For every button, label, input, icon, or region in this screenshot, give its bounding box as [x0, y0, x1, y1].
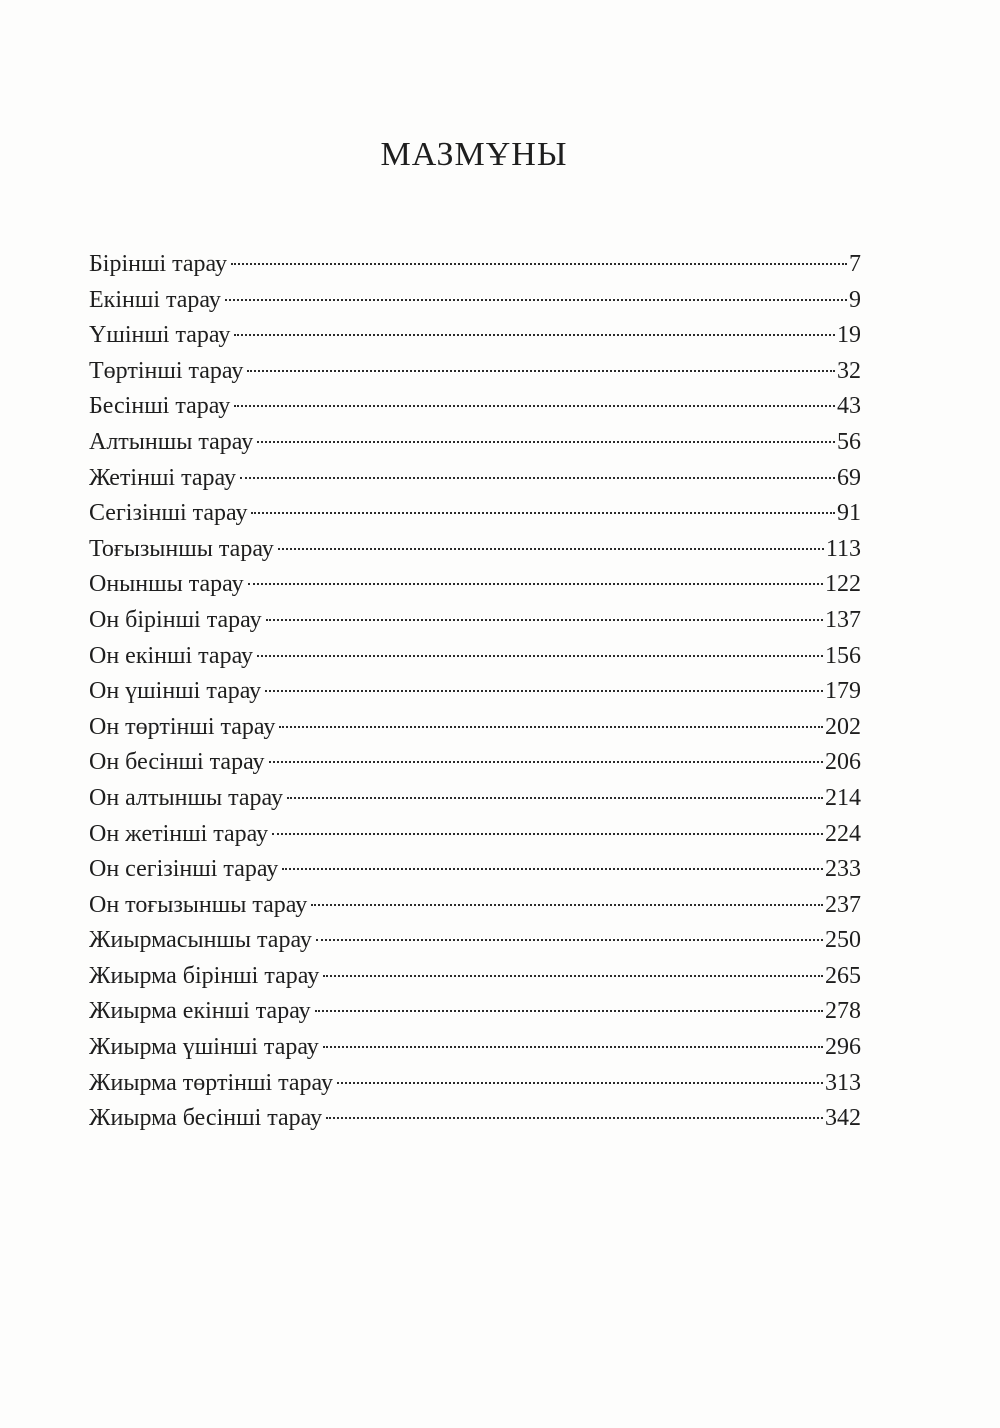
toc-entry-page-number: 32: [837, 357, 861, 384]
toc-entry: [89, 994, 861, 1030]
toc-entry-page-number: 250: [825, 927, 861, 954]
toc-entry-page-number: 214: [825, 784, 861, 811]
toc-entry: [89, 389, 861, 425]
dot-leader: [266, 619, 823, 621]
dot-leader: [337, 1082, 823, 1084]
dot-leader: [234, 405, 835, 407]
toc-entry: [89, 959, 861, 995]
toc-entry-title: Үшінші тарау: [89, 322, 231, 349]
toc-entry-page-number: 19: [837, 322, 861, 349]
dot-leader: [257, 655, 823, 657]
toc-entry: [89, 354, 861, 390]
toc-entry-title: Төртінші тарау: [89, 357, 244, 384]
toc-entry-title: Жиырма төртінші тарау: [89, 1069, 333, 1096]
toc-entry-title: Он үшінші тарау: [89, 678, 262, 705]
toc-entry-page-number: 137: [825, 606, 861, 633]
toc-entry-title: Он сегізінші тарау: [89, 856, 279, 883]
toc-entry: [89, 283, 861, 319]
toc-entry-page-number: 224: [825, 820, 861, 847]
dot-leader: [287, 797, 823, 799]
toc-entry-title: Алтыншы тарау: [89, 428, 254, 455]
toc-entry: [89, 496, 861, 532]
toc-entry: [89, 745, 861, 781]
toc-entry-title: Жиырмасыншы тарау: [89, 927, 312, 954]
dot-leader: [248, 583, 823, 585]
dot-leader: [269, 761, 824, 763]
dot-leader: [278, 548, 824, 550]
toc-entry: [89, 781, 861, 817]
toc-entry-title: Бірінші тарау: [89, 251, 227, 277]
toc-entry-page-number: 278: [825, 998, 861, 1025]
toc-entry-page-number: 43: [837, 393, 861, 420]
toc-entry: [89, 425, 861, 461]
dot-leader: [225, 299, 847, 301]
toc-entry-title: Он алтыншы тарау: [89, 784, 283, 811]
toc-entry-page-number: 56: [837, 428, 861, 455]
toc-entry: [89, 674, 861, 710]
dot-leader: [279, 726, 823, 728]
toc-entry-title: Тоғызыншы тарау: [89, 535, 274, 562]
dot-leader: [247, 370, 835, 372]
dot-leader: [234, 334, 835, 336]
toc-entry-page-number: 91: [837, 500, 861, 527]
dot-leader: [251, 512, 835, 514]
dot-leader: [311, 904, 823, 906]
toc-entry-page-number: 206: [825, 749, 861, 776]
toc-entry: [89, 923, 861, 959]
toc-entry-title: Жиырма бесінші тарау: [89, 1105, 323, 1132]
toc-entry: [89, 639, 861, 675]
toc-entry: [89, 710, 861, 746]
toc-entry-page-number: 122: [825, 571, 861, 598]
toc-entry-page-number: 265: [825, 962, 861, 989]
dot-leader: [231, 263, 847, 265]
toc-entry-page-number: 7: [849, 251, 861, 277]
toc-entry-page-number: 113: [825, 535, 861, 562]
toc-entry-page-number: 9: [849, 286, 861, 313]
toc-entry-title: Жиырма екінші тарау: [89, 998, 311, 1025]
toc-entry-title: Он екінші тарау: [89, 642, 254, 669]
toc-entry-title: Оныншы тарау: [89, 571, 244, 598]
toc-entry-title: Жетінші тарау: [89, 464, 236, 491]
toc-entry-title: Он бесінші тарау: [89, 749, 265, 776]
toc-entry-title: Он жетінші тарау: [89, 820, 269, 847]
toc-entry: [89, 603, 861, 639]
toc-entry: [89, 1030, 861, 1066]
dot-leader: [265, 690, 823, 692]
toc-entry-page-number: 179: [825, 678, 861, 705]
toc-entry-page-number: 233: [825, 856, 861, 883]
toc-entry: [89, 888, 861, 924]
toc-entry: [89, 817, 861, 853]
dot-leader: [272, 833, 823, 835]
toc-entry: [89, 461, 861, 497]
toc-entry-title: Жиырма бірінші тарау: [89, 962, 320, 989]
page-title: МАЗМҰНЫ: [380, 136, 568, 173]
toc-entry: [89, 1066, 861, 1102]
dot-leader: [326, 1117, 823, 1119]
toc-entry-title: Он тоғызыншы тарау: [89, 891, 308, 918]
toc-entry: [89, 247, 861, 283]
dot-leader: [323, 975, 823, 977]
toc-entry: [89, 852, 861, 888]
toc-entry-title: Он бірінші тарау: [89, 606, 262, 633]
dot-leader: [323, 1046, 823, 1048]
toc-entry-page-number: 342: [825, 1105, 861, 1132]
toc-entry: [89, 567, 861, 603]
toc-entry-page-number: 202: [825, 713, 861, 740]
toc-entry-page-number: 69: [837, 464, 861, 491]
toc-entry-page-number: 296: [825, 1034, 861, 1061]
toc-entry-title: Бесінші тарау: [89, 393, 231, 420]
toc-entry: [89, 318, 861, 354]
toc-entry: [89, 1101, 861, 1137]
toc-entry-page-number: 313: [825, 1069, 861, 1096]
dot-leader: [257, 441, 835, 443]
dot-leader: [316, 939, 823, 941]
dot-leader: [240, 477, 835, 479]
toc-entry-title: Сегізінші тарау: [89, 500, 248, 527]
toc-entry-page-number: 237: [825, 891, 861, 918]
toc-entry-page-number: 156: [825, 642, 861, 669]
toc-entry-title: Екінші тарау: [89, 286, 221, 313]
dot-leader: [315, 1010, 823, 1012]
toc-entry-title: Он төртінші тарау: [89, 713, 276, 740]
table-of-contents: [89, 247, 861, 1137]
toc-entry-title: Жиырма үшінші тарау: [89, 1034, 319, 1061]
dot-leader: [282, 868, 823, 870]
toc-entry: [89, 532, 861, 568]
